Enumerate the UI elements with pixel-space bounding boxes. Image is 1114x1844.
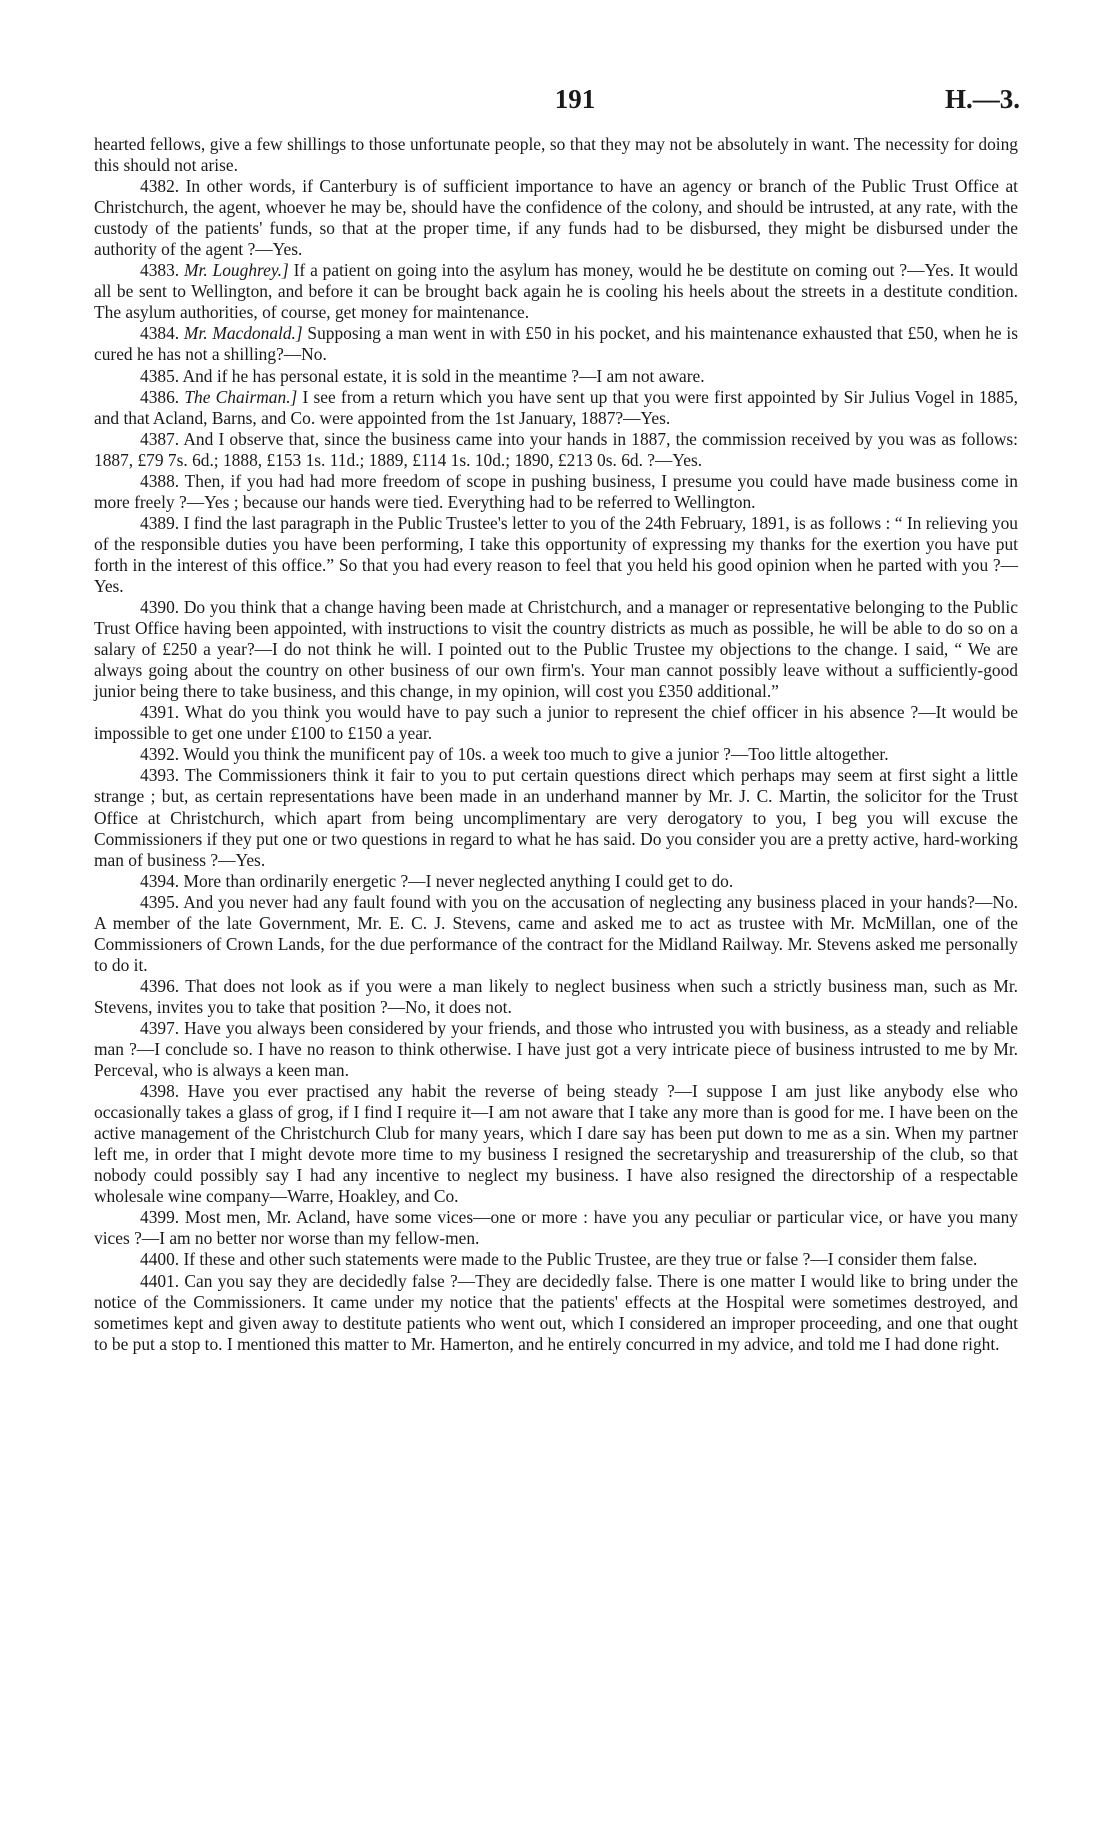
paragraph: 4398. Have you ever practised any habit the reverse of being steady ?—I suppose I am just like anybody else who occasionally takes a glass of grog, if I find I require it—I am not aware that I take any more than is good for me. I have been on the active management of the Christchurch Club for many years, which I dare say has been put down to me as a sin. When my partner left me, in order that I might devote more time to my business I resigned the secretaryship and treasurership of the club, so that nobody could possibly say I had any incentive to neglect my business. I have also resigned the directorship of a respectable wholesale wine company—Warre, Hoakley, and Co. bbox=[94, 1081, 1018, 1207]
paragraph: 4390. Do you think that a change having been made at Christchurch, and a manager or representative belonging to the Public Trust Office having been appointed, with instructions to visit the country districts as much as possible, he will be able to do so on a salary of £250 a year?—I do not think he will. I pointed out to the Public Trustee my objections to the change. I said, “ We are always going about the country on other business of our own firm's. Your man cannot possibly leave without a sufficiently-good junior being there to take business, and this change, in my opinion, will cost you £350 additional.” bbox=[94, 597, 1018, 702]
paragraph: hearted fellows, give a few shillings to those unfortunate people, so that they may not be absolutely in want. The necessity for doing this should not arise. bbox=[94, 134, 1018, 176]
paragraph: 4392. Would you think the munificent pay of 10s. a week too much to give a junior ?—Too little altogether. bbox=[140, 744, 889, 765]
paragraph: 4386. The Chairman.] I see from a return which you have sent up that you were first appointed by Sir Julius Vogel in 1885, and that Acland, Barns, and Co. were appointed from the 1st January, 1887?—Yes. bbox=[94, 386, 1018, 428]
paragraph: 4396. That does not look as if you were a man likely to neglect business when such a strictly business man, such as Mr. Stevens, invites you to take that position ?—No, it does not. bbox=[94, 975, 1018, 1017]
paragraph: 4389. I find the last paragraph in the Public Trustee's letter to you of the 24th February, 1891, is as follows : “ In relieving you of the responsible duties you have been performing, I take this opportunity of expressing my thanks for the exertion you have put forth in the interest of this office.” So that you had every reason to feel that you held his good opinion when he parted with you ?—Yes. bbox=[94, 512, 1018, 596]
paragraph: 4382. In other words, if Canterbury is of sufficient importance to have an agency or branch of the Public Trust Office at Christchurch, the agent, whoever he may be, should have the confidence of the colony, and should be intrusted, at any rate, with the custody of the patients' funds, so that at the proper time, if any funds had to be disbursed, they might be disbursed under the authority of the agent ?—Yes. bbox=[94, 176, 1018, 260]
paragraph: 4397. Have you always been considered by your friends, and those who intrusted you with business, as a steady and reliable man ?—I conclude so. I have no reason to think otherwise. I have just got a very intricate piece of business intrusted to me by Mr. Perceval, who is always a keen man. bbox=[94, 1017, 1018, 1081]
speaker: Mr. Loughrey.] bbox=[184, 260, 289, 281]
paragraph: 4387. And I observe that, since the business came into your hands in 1887, the commission received by you was as follows: 1887, £79 7s. 6d.; 1888, £153 1s. 11d.; 1889, £114 1s. 10d.; 1890, £213 0s. 6d. ?—Yes. bbox=[94, 428, 1018, 470]
paragraph: 4401. Can you say they are decidedly false ?—They are decidedly false. There is one matter I would like to bring under the notice of the Commissioners. It came under my notice that the patients' effects at the Hospital were sometimes destroyed, and sometimes kept and given away to destitute patients who went out, which I considered an improper proceeding, and one that ought to be put a stop to. I mentioned this matter to Mr. Hamerton, and he entirely concurred in my advice, and told me I had done right. bbox=[94, 1270, 1018, 1354]
paragraph: 4384. Mr. Macdonald.] Supposing a man went in with £50 in his pocket, and his maintenance exhausted that £50, when he is cured he has not a shilling?—No. bbox=[94, 323, 1018, 365]
paragraph: 4383. Mr. Loughrey.] If a patient on going into the asylum has money, would he be destitute on coming out ?—Yes. It would all be sent to Wellington, and before it can be brought back again he is cooling his heels about the streets in a destitute condition. The asylum authorities, of course, get money for maintenance. bbox=[94, 260, 1018, 323]
paragraph: 4395. And you never had any fault found with you on the accusation of neglecting any business placed in your hands?—No. A member of the late Government, Mr. E. C. J. Stevens, came and asked me to act as trustee with Mr. McMillan, one of the Commissioners of Crown Lands, for the due performance of the contract for the Midland Railway. Mr. Stevens asked me personally to do it. bbox=[94, 891, 1018, 975]
document-reference: H.—3. bbox=[944, 84, 1020, 114]
paragraph: 4394. More than ordinarily energetic ?—I never neglected anything I could get to do. bbox=[140, 870, 734, 891]
paragraph: 4399. Most men, Mr. Acland, have some vices—one or more : have you any peculiar or particular vice, or have you many vices ?—I am no better nor worse than my fellow-men. bbox=[94, 1207, 1018, 1249]
paragraph: 4400. If these and other such statements were made to the Public Trustee, are they true or false ?—I consider them false. bbox=[140, 1249, 978, 1270]
speaker: The Chairman.] bbox=[184, 386, 298, 407]
paragraph: 4391. What do you think you would have to pay such a junior to represent the chief officer in his absence ?—It would be impossible to get one under £100 to £150 a year. bbox=[94, 702, 1018, 744]
body-text bbox=[94, 134, 1018, 1355]
paragraph: 4393. The Commissioners think it fair to you to put certain questions direct which perhaps may seem at first sight a little strange ; but, as certain representations have been made in an underhand manner by Mr. J. C. Martin, the solicitor for the Trust Office at Christchurch, which apart from being uncomplimentary are very derogatory to you, I beg you will excuse the Commissioners if they put one or two questions in regard to what he has said. Do you consider you are a pretty active, hard-working man of business ?—Yes. bbox=[94, 765, 1018, 870]
paragraph: 4388. Then, if you had had more freedom of scope in pushing business, I presume you could have made business come in more freely ?—Yes ; because our hands were tied. Everything had to be referred to Wellington. bbox=[94, 470, 1018, 512]
paragraph: 4385. And if he has personal estate, it is sold in the meantime ?—I am not aware. bbox=[140, 365, 705, 386]
speaker: Mr. Macdonald.] bbox=[183, 323, 303, 344]
page-number: 191 bbox=[554, 84, 596, 114]
